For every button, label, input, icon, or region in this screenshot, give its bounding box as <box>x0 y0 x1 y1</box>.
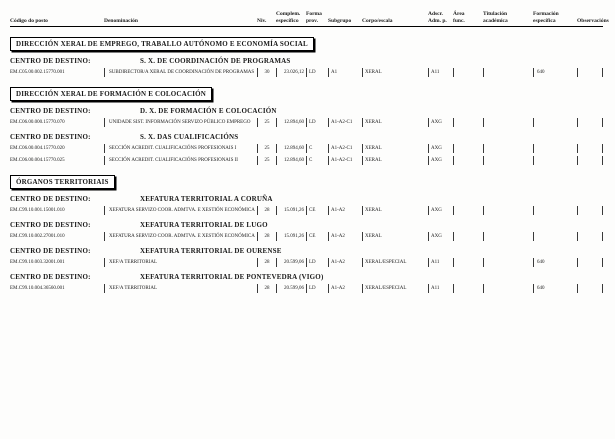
cell-codigo: EM.C06.00.004.15770.020 <box>10 146 65 152</box>
sections-container <box>10 27 615 293</box>
cell-adscr: AXG <box>428 144 453 153</box>
cell-denominacion: XEF/A TERRITORIAL <box>104 258 257 267</box>
centro-label: CENTRO DE DESTINO: <box>10 221 91 230</box>
cell-forma: LD <box>306 68 328 77</box>
centro-name: XEFATURA TERRITORIAL DE LUGO <box>140 221 268 230</box>
column-header-titulacion-academica: Titulación académica <box>483 11 508 24</box>
cell-codigo: EM.C06.00.004.15770.025 <box>10 158 65 164</box>
table-row <box>10 118 615 127</box>
centro-name: S. X. DE COORDINACIÓN DE PROGRAMAS <box>140 57 291 66</box>
cell-denominacion: XEFATURA SERVIZO COOR. ADMTVA. E XESTIÓN ECONÓMICA <box>104 206 257 215</box>
cell-adscr: AXG <box>428 206 453 215</box>
cell-titulacion <box>483 258 533 267</box>
centro-name: D. X. DE FORMACIÓN E COLOCACIÓN <box>140 107 277 116</box>
cell-codigo: EM.C99.10.002.27001.010 <box>10 234 65 240</box>
column-header-area-func: Área func. <box>453 11 465 24</box>
cell-observacions <box>577 284 603 293</box>
cell-formacion: 640 <box>533 68 577 77</box>
table-row <box>10 284 615 293</box>
cell-niv: 25 <box>257 156 276 165</box>
cell-area <box>453 68 483 77</box>
cell-codigo: EM.C06.00.000.15770.070 <box>10 120 65 126</box>
cell-adscr: A11 <box>428 258 453 267</box>
cell-subgrupo: A1-A2 <box>328 284 362 293</box>
cell-complem: 12.894,60 <box>276 118 306 127</box>
cell-niv: 25 <box>257 144 276 153</box>
centro-line <box>10 247 615 255</box>
cell-area <box>453 206 483 215</box>
cell-adscr: AXG <box>428 232 453 241</box>
centro-name: XEFATURA TERRITORIAL DE PONTEVEDRA (VIGO) <box>140 273 324 282</box>
cell-subgrupo: A1-A2 <box>328 258 362 267</box>
centro-line <box>10 221 615 229</box>
cell-observacions <box>577 144 603 153</box>
cell-corpo: XERAL/ESPECIAL <box>362 258 428 267</box>
cell-denominacion: SECCIÓN ACREDIT. CUALIFICACIÓNS PROFESIONAIS I <box>104 144 257 153</box>
cell-niv: 28 <box>257 284 276 293</box>
column-header-adscr-adm: Adscr. Adm. p. <box>428 11 447 24</box>
centro-line <box>10 57 615 65</box>
cell-forma: CE <box>306 232 328 241</box>
cell-forma: CE <box>306 206 328 215</box>
column-header-formacion-especifica: Formación específica <box>533 11 559 24</box>
cell-titulacion <box>483 156 533 165</box>
cell-codigo: EM.C99.10.004.36560.001 <box>10 286 65 292</box>
cell-subgrupo: A1-A2-C1 <box>328 118 362 127</box>
cell-niv: 28 <box>257 232 276 241</box>
column-header-subgrupo: Subgrupo <box>328 17 352 24</box>
cell-adscr: A11 <box>428 284 453 293</box>
cell-complem: 15.091,26 <box>276 206 306 215</box>
cell-titulacion <box>483 68 533 77</box>
cell-complem: 23.026,12 <box>276 68 306 77</box>
cell-forma: C <box>306 156 328 165</box>
section-title: DIRECCIÓN XERAL DE FORMACIÓN E COLOCACIÓN <box>10 87 212 101</box>
cell-niv: 25 <box>257 118 276 127</box>
cell-formacion <box>533 118 577 127</box>
cell-corpo: XERAL/ESPECIAL <box>362 284 428 293</box>
cell-forma: C <box>306 144 328 153</box>
cell-area <box>453 156 483 165</box>
cell-titulacion <box>483 118 533 127</box>
column-header-observacions: Observacións <box>577 17 609 24</box>
cell-niv: 28 <box>257 258 276 267</box>
cell-formacion <box>533 232 577 241</box>
cell-denominacion: UNIDADE SIST. INFORMACIÓN SERVIZO PÚBLICO EMPREGO <box>104 118 257 127</box>
cell-forma: LD <box>306 284 328 293</box>
cell-corpo: XERAL <box>362 156 428 165</box>
column-header-corpo-escala: Corpo/escala <box>362 17 393 24</box>
cell-corpo: XERAL <box>362 144 428 153</box>
cell-titulacion <box>483 232 533 241</box>
section-title: DIRECCIÓN XERAL DE EMPREGO, TRABALLO AUTÓNOMO E ECONOMÍA SOCIAL <box>10 37 314 51</box>
column-header-forma-prov: Forma prov. <box>306 11 322 24</box>
centro-label: CENTRO DE DESTINO: <box>10 247 91 256</box>
table-row <box>10 258 615 267</box>
cell-formacion: 640 <box>533 284 577 293</box>
centro-name: XEFATURA TERRITORIAL A CORUÑA <box>140 195 273 204</box>
centro-label: CENTRO DE DESTINO: <box>10 107 91 116</box>
cell-adscr: A11 <box>428 68 453 77</box>
cell-observacions <box>577 258 603 267</box>
cell-observacions <box>577 118 603 127</box>
centro-line <box>10 133 615 141</box>
column-header-complem-especifico: Complem. específico <box>276 11 301 24</box>
cell-subgrupo: A1 <box>328 68 362 77</box>
cell-corpo: XERAL <box>362 206 428 215</box>
cell-observacions <box>577 206 603 215</box>
section-title: ÓRGANOS TERRITORIAIS <box>10 175 115 189</box>
cell-observacions <box>577 68 603 77</box>
cell-corpo: XERAL <box>362 68 428 77</box>
cell-titulacion <box>483 144 533 153</box>
cell-corpo: XERAL <box>362 232 428 241</box>
table-row <box>10 68 615 77</box>
cell-area <box>453 284 483 293</box>
centro-label: CENTRO DE DESTINO: <box>10 133 91 142</box>
cell-observacions <box>577 156 603 165</box>
cell-forma: LD <box>306 258 328 267</box>
cell-denominacion: SUBDIRECTOR/A XERAL DE COORDINACIÓN DE PROGRAMAS <box>104 68 257 77</box>
cell-forma: LD <box>306 118 328 127</box>
cell-niv: 30 <box>257 68 276 77</box>
table-row <box>10 144 615 153</box>
cell-subgrupo: A1-A2-C1 <box>328 156 362 165</box>
cell-codigo: EM.C99.10.003.32001.001 <box>10 260 65 266</box>
cell-formacion <box>533 144 577 153</box>
table-row <box>10 232 615 241</box>
cell-formacion: 640 <box>533 258 577 267</box>
cell-adscr: AXG <box>428 156 453 165</box>
cell-niv: 28 <box>257 206 276 215</box>
column-header-codigo: Código do posto <box>10 17 48 24</box>
cell-complem: 12.894,60 <box>276 156 306 165</box>
cell-observacions <box>577 232 603 241</box>
centro-label: CENTRO DE DESTINO: <box>10 195 91 204</box>
cell-titulacion <box>483 284 533 293</box>
cell-denominacion: SECCIÓN ACREDIT. CUALIFICACIÓNS PROFESIONAIS II <box>104 156 257 165</box>
cell-area <box>453 118 483 127</box>
cell-titulacion <box>483 206 533 215</box>
centro-name: S. X. DAS CUALIFICACIÓNS <box>140 133 239 142</box>
cell-formacion <box>533 206 577 215</box>
table-header <box>10 11 615 24</box>
cell-area <box>453 232 483 241</box>
centro-line <box>10 273 615 281</box>
cell-corpo: XERAL <box>362 118 428 127</box>
cell-adscr: AXG <box>428 118 453 127</box>
cell-codigo: EM.C99.10.001.15001.010 <box>10 208 65 214</box>
centro-label: CENTRO DE DESTINO: <box>10 57 91 66</box>
centro-name: XEFATURA TERRITORIAL DE OURENSE <box>140 247 282 256</box>
table-row <box>10 156 615 165</box>
column-header-denominacion: Denominación <box>104 17 138 24</box>
table-row <box>10 206 615 215</box>
cell-complem: 20.599,06 <box>276 258 306 267</box>
centro-line <box>10 195 615 203</box>
cell-subgrupo: A1-A2-C1 <box>328 144 362 153</box>
cell-subgrupo: A1-A2 <box>328 232 362 241</box>
cell-formacion <box>533 156 577 165</box>
cell-area <box>453 258 483 267</box>
centro-label: CENTRO DE DESTINO: <box>10 273 91 282</box>
column-header-niv: Niv. <box>257 17 267 24</box>
cell-denominacion: XEF/A TERRITORIAL <box>104 284 257 293</box>
cell-area <box>453 144 483 153</box>
centro-line <box>10 107 615 115</box>
cell-complem: 15.091,26 <box>276 232 306 241</box>
cell-denominacion: XEFATURA SERVIZO COOR. ADMTVA. E XESTIÓN ECONÓMICA <box>104 232 257 241</box>
cell-codigo: EM.C05.00.002.15770.001 <box>10 70 65 76</box>
cell-complem: 20.599,06 <box>276 284 306 293</box>
cell-subgrupo: A1-A2 <box>328 206 362 215</box>
cell-complem: 12.894,60 <box>276 144 306 153</box>
